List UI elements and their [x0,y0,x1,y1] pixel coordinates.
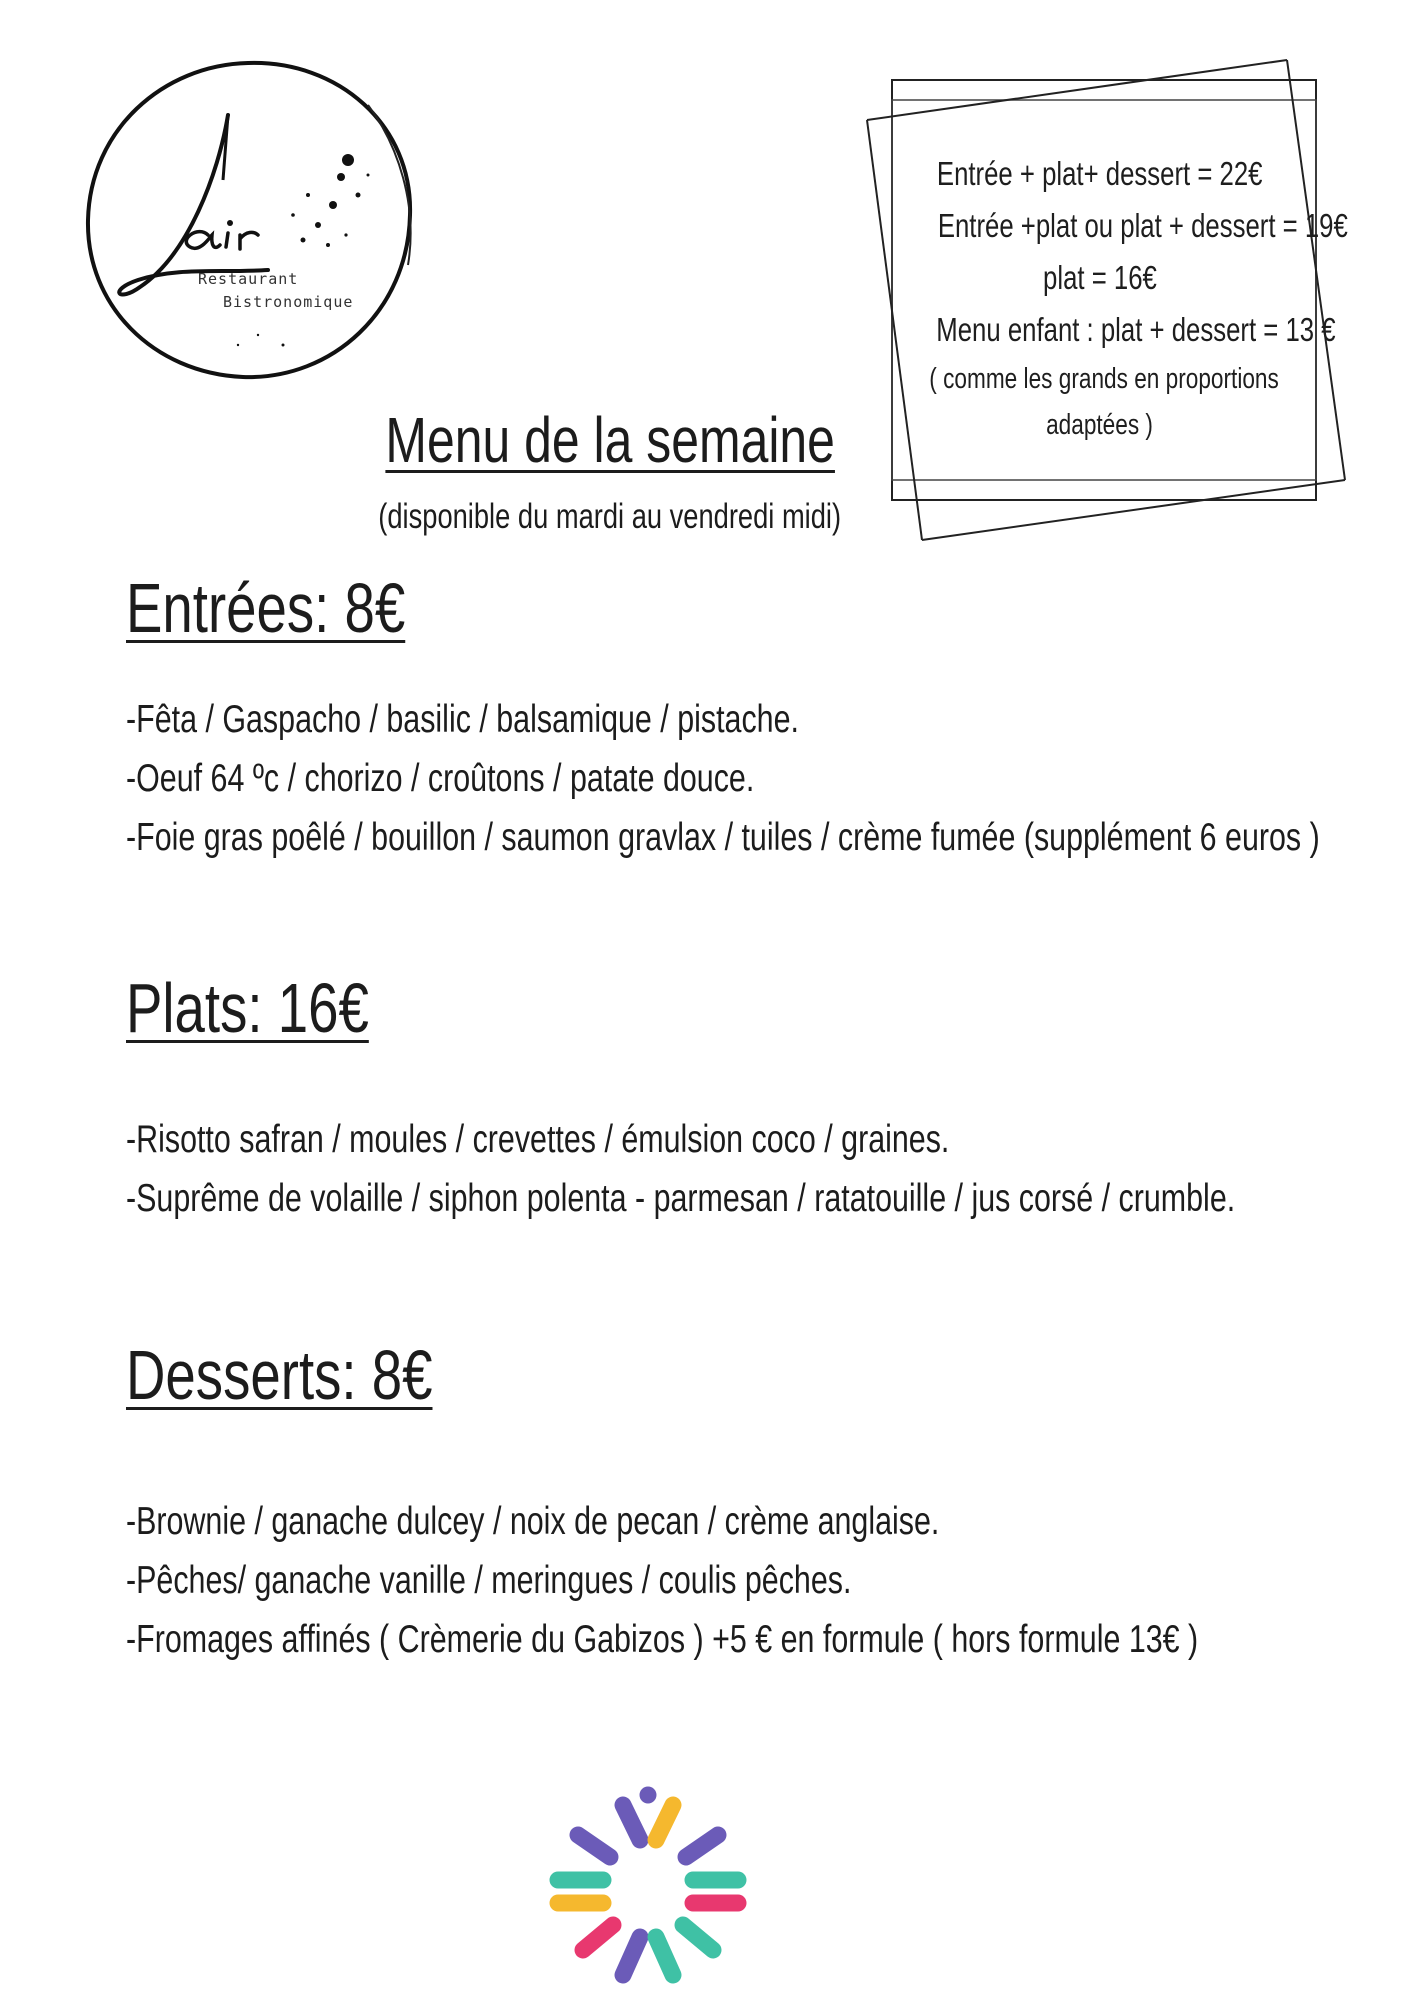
section-heading-plats: Plats: 16€ [126,969,369,1047]
menu-item: -Risotto safran / moules / crevettes / émulsion coco / graines. [126,1118,950,1161]
menu-item: -Oeuf 64 ºc / chorizo / croûtons / patate douce. [126,757,755,800]
price-note: ( comme les grands en proportions [929,363,1279,395]
price-note: adaptées ) [1046,409,1154,441]
logo-subtitle-bistronomique: Bistronomique [223,293,354,311]
price-line: Entrée + plat+ dessert = 22€ [937,155,1263,192]
price-line: Entrée +plat ou plat + dessert = 19€ [937,207,1348,244]
page-title: Menu de la semaine [385,404,835,476]
menu-item: -Fromages affinés ( Crèmerie du Gabizos ) +5 € en formule ( hors formule 13€ ) [126,1618,1199,1661]
menu-item: -Suprême de volaille / siphon polenta - parmesan / ratatouille / jus corsé / crumble. [126,1177,1236,1220]
logo-graphic [78,55,428,395]
logo-subtitle-restaurant: Restaurant [198,270,299,288]
restaurant-logo [78,55,428,395]
menu-item: -Brownie / ganache dulcey / noix de pecan / crème anglaise. [126,1500,940,1543]
price-line: plat = 16€ [1043,259,1157,296]
section-heading-entrees: Entrées: 8€ [126,569,406,647]
flower-logo-icon [548,1785,748,1985]
menu-item: -Foie gras poêlé / bouillon / saumon gravlax / tuiles / crème fumée (supplément 6 euros ) [126,816,1320,859]
menu-item: -Fêta / Gaspacho / basilic / balsamique / pistache. [126,698,799,741]
page-subtitle: (disponible du mardi au vendredi midi) [378,497,842,536]
menu-item: -Pêches/ ganache vanille / meringues / coulis pêches. [126,1559,852,1602]
price-line: Menu enfant : plat + dessert = 13 € [936,311,1336,348]
section-heading-desserts: Desserts: 8€ [126,1336,433,1414]
section-items-plats [126,1110,1412,1228]
section-items-desserts [126,1492,1412,1669]
price-list [880,148,1348,448]
section-items-entrees [126,690,1412,867]
